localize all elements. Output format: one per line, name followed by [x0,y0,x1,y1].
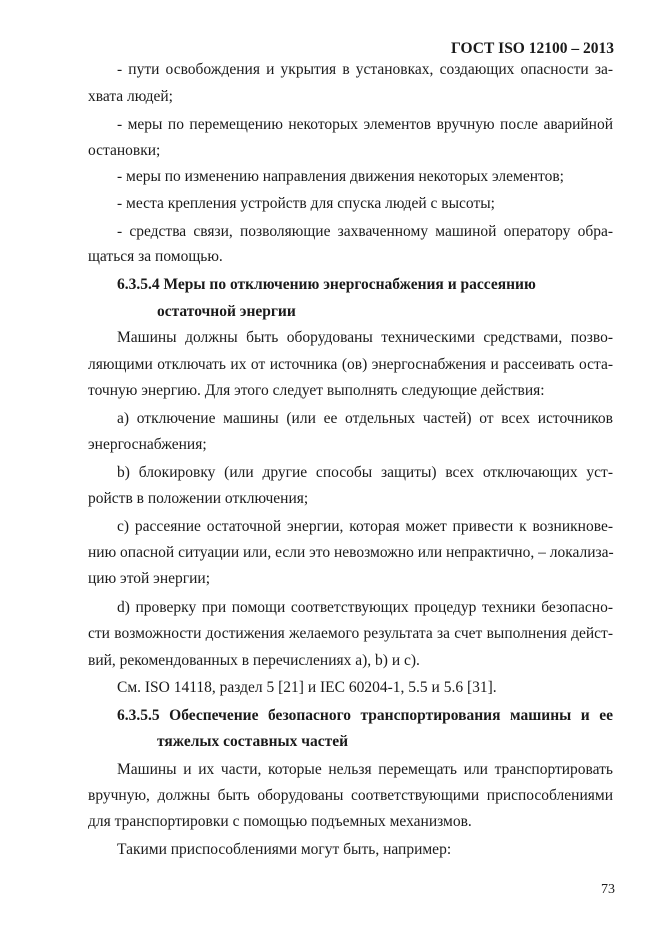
text-line: вручную, должны быть оборудованы соответствующими приспособлениями [88,787,613,804]
section-heading: 6.3.5.4 Меры по отключению энергоснабжения и рассеянию [117,276,536,293]
text-line: Такими приспособлениями могут быть, например: [117,841,452,858]
text-line: - пути освобождения и укрытия в установках, создающих опасности за- [117,61,613,78]
text-line: См. ISO 14118, раздел 5 [21] и IEC 60204-1, 5.5 и 5.6 [31]. [117,679,497,696]
text-line: - меры по перемещению некоторых элементов вручную после аварийной [117,116,613,133]
text-line: точную энергию. Для этого следует выполнять следующие действия: [88,382,545,399]
text-line: нию опасной ситуации или, если это невозможно или непрактично, – локализа- [88,544,614,561]
text-line: остановки; [88,142,161,159]
text-line: Машины и их части, которые нельзя перемещать или транспортировать [117,761,613,778]
section-heading-cont: тяжелых составных частей [157,733,349,750]
text-line: Машины должны быть оборудованы техническими средствами, позво- [117,329,613,346]
text-line: d) проверку при помощи соответствующих процедур техники безопасно- [117,599,613,616]
text-line: сти возможности достижения желаемого результата за счет выполнения дейст- [88,625,613,642]
text-line: вий, рекомендованных в перечислениях а), b) и с). [88,652,420,669]
text-line: щаться за помощью. [88,248,223,265]
document-header: ГОСТ ISO 12100 – 2013 [451,40,614,57]
text-line: - меры по изменению направления движения некоторых элементов; [117,168,564,185]
text-line: энергоснабжения; [88,436,207,453]
text-line: - средства связи, позволяющие захваченному машиной оператору обра- [117,223,613,240]
text-line: хвата людей; [88,88,173,105]
text-line: ройств в положении отключения; [88,490,309,507]
text-line: цию этой энергии; [88,570,211,587]
page-number: 73 [601,882,615,897]
section-heading: 6.3.5.5 Обеспечение безопасного транспортирования машины и ее [117,707,613,724]
text-line: a) отключение машины (или ее отдельных частей) от всех источников [117,410,613,427]
text-line: - места крепления устройств для спуска людей с высоты; [117,195,495,212]
section-heading-cont: остаточной энергии [157,303,296,320]
text-line: b) блокировку (или другие способы защиты) всех отключающих уст- [117,464,613,481]
text-line: ляющими отключать их от источника (ов) энергоснабжения и рассеивать оста- [88,356,613,373]
text-line: для транспортировки с помощью подъемных механизмов. [88,813,472,830]
text-line: c) рассеяние остаточной энергии, которая может привести к возникнове- [117,518,613,535]
